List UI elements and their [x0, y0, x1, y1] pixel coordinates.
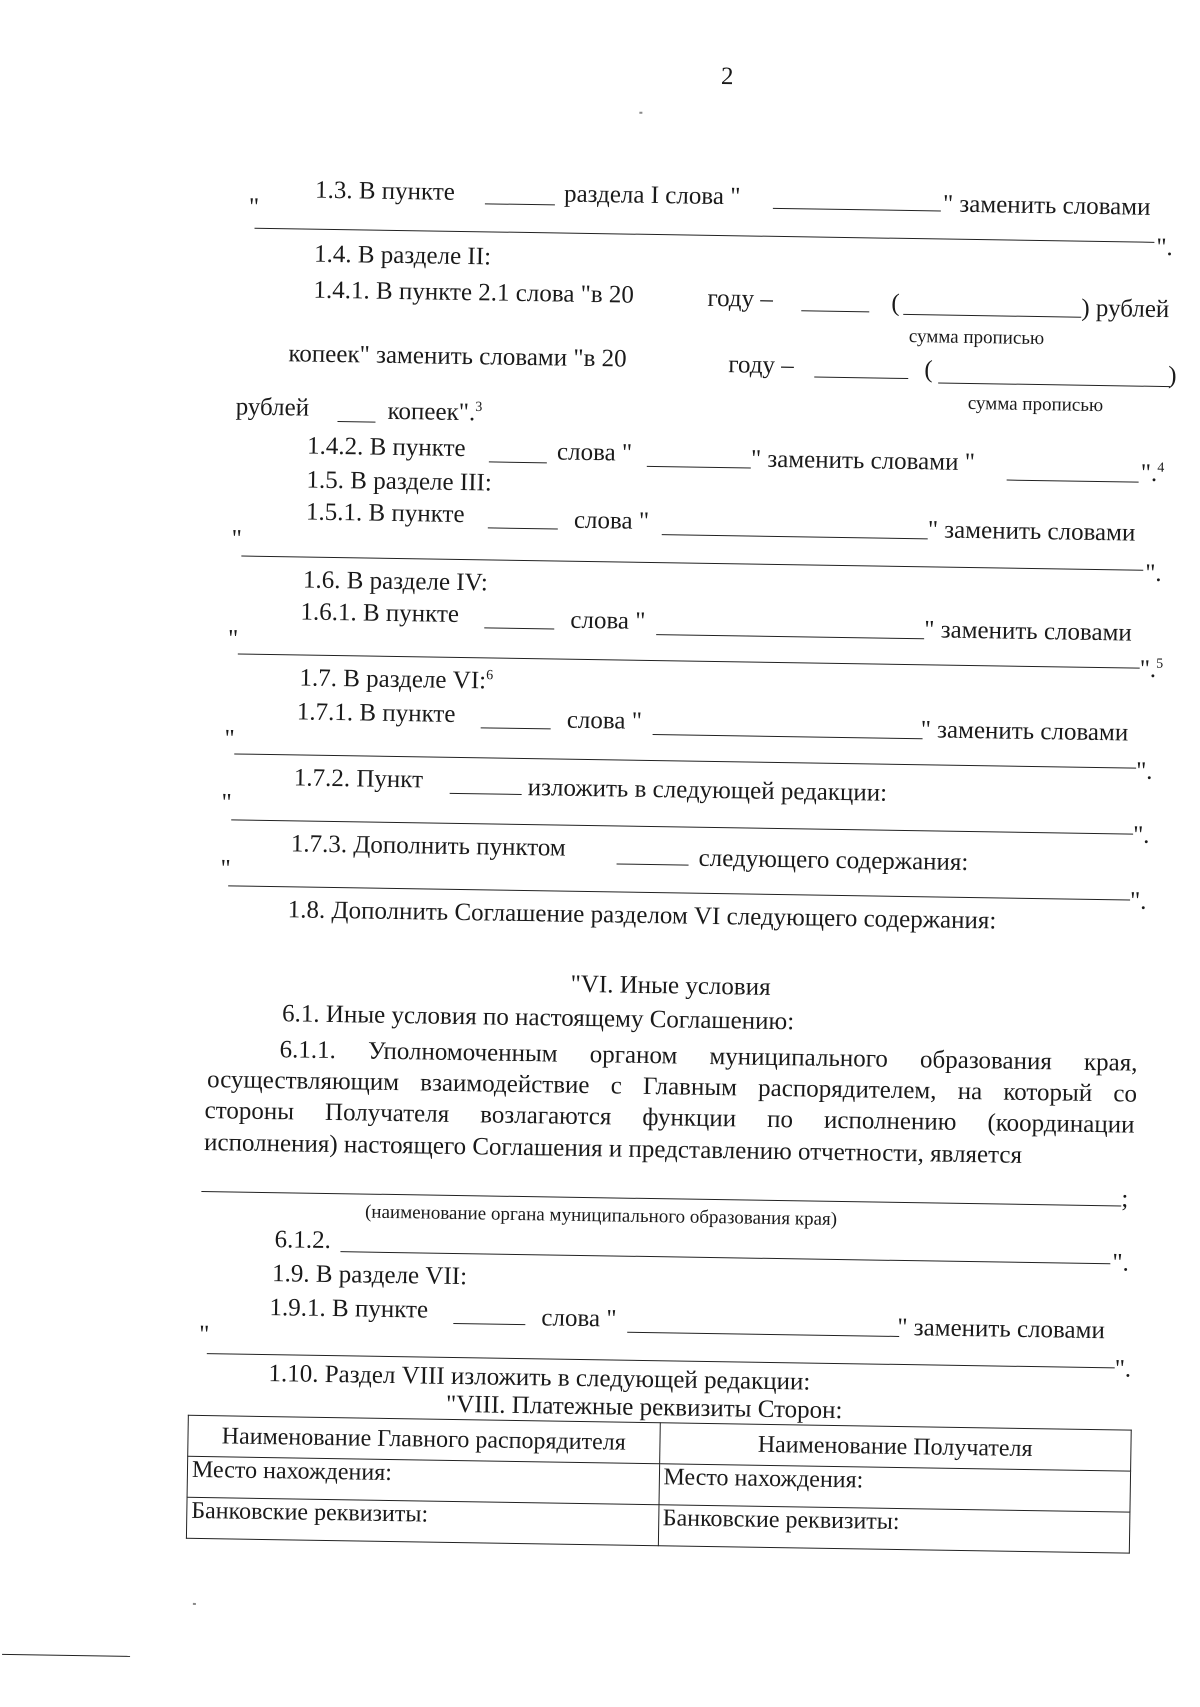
- item-6-1-1-hint: (наименование органа муниципального образования края): [364, 1201, 838, 1230]
- cell-location-manager: Место нахождения:: [187, 1456, 659, 1504]
- item-1-7-1-end: ".: [1135, 757, 1153, 785]
- section-vi-title: "VI. Иные условия: [570, 970, 771, 1001]
- footnote-separator: [2, 1654, 130, 1657]
- item-1-4-heading: 1.4. В разделе II:: [313, 240, 492, 271]
- item-1-4-2-text-c: " заменить словами ": [750, 445, 976, 477]
- item-1-4-1-text-e: копеек" заменить словами "в 20: [288, 340, 627, 373]
- item-1-5-1-blank-old: [662, 534, 928, 539]
- item-1-6-1-text-b: слова ": [570, 606, 646, 635]
- item-1-7-1-blank-point: [481, 727, 551, 729]
- item-1-3-text-b: раздела I слова ": [563, 180, 741, 211]
- item-1-4-2-blank-point: [489, 461, 547, 463]
- item-1-4-1-blank-amount-2: [814, 377, 908, 379]
- item-1-4-1-paren-close-2: ): [1168, 362, 1177, 390]
- item-1-9-1-text-c: " заменить словами: [897, 1313, 1106, 1345]
- item-1-7-1-blank-old: [653, 734, 923, 739]
- item-6-1-text: 6.1. Иные условия по настоящему Соглашению:: [281, 1000, 795, 1036]
- item-1-5-1-text-b: слова ": [573, 506, 650, 535]
- item-1-3-text-a: 1.3. В пункте: [314, 176, 456, 206]
- item-1-3-blank-new: [254, 228, 1154, 243]
- item-6-1-2-end: ".: [1112, 1249, 1130, 1277]
- item-1-7-2-blank-point: [450, 793, 522, 795]
- item-1-4-1-text-i: рублей: [235, 393, 310, 422]
- item-6-1-2-text: 6.1.2.: [274, 1226, 332, 1255]
- item-6-1-1-line-4: исполнения) настоящего Соглашения и представлению отчетности, является: [203, 1129, 1023, 1169]
- section-viii-title: "VIII. Платежные реквизиты Сторон:: [445, 1390, 843, 1425]
- item-1-9-1-blank-old: [627, 1332, 899, 1337]
- cell-location-recipient: Место нахождения:: [659, 1464, 1131, 1512]
- item-1-7-2-end: ".: [1132, 821, 1150, 849]
- item-6-1-1-line-2: осуществляющим взаимодействие с Главным распорядителем, на который со: [206, 1066, 1138, 1108]
- header-main-manager: Наименование Главного распорядителя: [188, 1415, 660, 1463]
- item-6-1-1-line-1: 6.1.1. Уполномоченным органом муниципального образования края,: [279, 1036, 1138, 1077]
- item-1-6-1-end: ".$^5$: [1139, 655, 1164, 683]
- item-1-4-2-end: ".$^4$: [1140, 459, 1165, 487]
- item-1-4-1-hint-1: сумма прописью: [908, 325, 1045, 350]
- item-1-6-1-text-a: 1.6.1. В пункте: [300, 598, 460, 628]
- item-1-7-2-text-b: изложить в следующей редакции:: [527, 774, 888, 807]
- item-1-4-1-text-a: 1.4.1. В пункте 2.1 слова "в 20: [313, 276, 635, 309]
- payment-details-table: [186, 1415, 1132, 1554]
- item-1-4-1-text-f: году –: [728, 351, 795, 380]
- page-number: 2: [720, 63, 734, 91]
- item-1-9-1-end: ".: [1114, 1355, 1132, 1383]
- item-1-6-heading: 1.6. В разделе IV:: [302, 566, 488, 597]
- item-1-5-heading: 1.5. В разделе III:: [306, 466, 493, 497]
- item-1-4-2-blank-new: [1007, 480, 1139, 483]
- item-1-4-1-blank-kopecks: [337, 421, 375, 423]
- item-1-6-1-blank-old: [656, 634, 924, 639]
- item-1-7-3-blank-point: [617, 863, 689, 865]
- item-1-6-1-open-quote: ": [227, 625, 239, 653]
- item-6-1-1-blank-organ: [201, 1191, 1121, 1206]
- item-1-5-1-open-quote: ": [231, 525, 243, 553]
- header-recipient: Наименование Получателя: [659, 1423, 1131, 1471]
- item-1-9-1-blank-point: [453, 1323, 525, 1325]
- item-1-4-1-blank-words: [903, 314, 1081, 318]
- item-1-8-text: 1.8. Дополнить Соглашение разделом VI следующего содержания:: [287, 896, 997, 935]
- item-1-5-1-text-a: 1.5.1. В пункте: [305, 498, 465, 529]
- item-1-4-1-text-b: году –: [707, 284, 774, 313]
- item-1-7-3-end: ".: [1129, 887, 1147, 915]
- item-1-3-text-c: " заменить словами: [942, 190, 1151, 221]
- item-1-7-1-open-quote: ": [224, 725, 235, 753]
- item-1-5-1-blank-point: [488, 527, 558, 529]
- item-1-6-1-blank-point: [484, 627, 554, 629]
- item-1-4-1-hint-2: сумма прописью: [967, 392, 1104, 417]
- item-1-5-1-end: ".: [1144, 559, 1162, 587]
- item-1-4-1-text-d: ) рублей: [1081, 294, 1170, 324]
- item-1-3-open-quote: ": [248, 193, 260, 221]
- item-1-4-2-text-a: 1.4.2. В пункте: [306, 432, 466, 463]
- item-1-5-1-text-c: " заменить словами: [927, 516, 1136, 547]
- cell-bank-recipient: Банковские реквизиты:: [658, 1505, 1130, 1553]
- item-1-7-3-text-b: следующего содержания:: [698, 844, 969, 876]
- item-1-7-2-open-quote: ": [221, 789, 232, 817]
- item-1-10-text: 1.10. Раздел VIII изложить в следующей редакции:: [268, 1360, 811, 1396]
- item-1-4-1-paren-open-2: (: [924, 356, 933, 384]
- cell-bank-manager: Банковские реквизиты:: [186, 1497, 658, 1545]
- item-1-6-1-text-c: " заменить словами: [924, 616, 1132, 647]
- item-1-4-1-text-j: копеек".$^3$: [387, 397, 483, 427]
- item-1-7-1-text-c: " заменить словами: [920, 716, 1129, 747]
- item-1-4-2-text-b: слова ": [556, 438, 633, 467]
- item-1-7-heading: 1.7. В разделе VI:$^6$: [299, 664, 494, 695]
- item-1-3-end: ".: [1156, 233, 1173, 262]
- item-1-9-1-open-quote: ": [198, 1320, 210, 1349]
- item-1-4-2-blank-old: [647, 466, 751, 469]
- item-1-9-heading: 1.9. В разделе VII:: [271, 1260, 468, 1291]
- item-1-3-blank-old: [773, 208, 941, 212]
- scan-speck: [639, 112, 642, 114]
- item-1-7-3-text-a: 1.7.3. Дополнить пунктом: [290, 830, 566, 862]
- item-1-4-1-blank-words-2: [938, 382, 1170, 387]
- item-1-9-1-text-b: слова ": [541, 1304, 617, 1333]
- scan-speck: [193, 1603, 196, 1605]
- item-6-1-1-semicolon: ;: [1121, 1185, 1129, 1213]
- item-6-1-1-line-3: стороны Получателя возлагаются функции по исполнению (координации: [204, 1097, 1135, 1139]
- item-1-7-1-text-a: 1.7.1. В пункте: [296, 698, 456, 728]
- item-1-9-1-text-a: 1.9.1. В пункте: [269, 1294, 429, 1324]
- item-1-7-3-open-quote: ": [220, 855, 231, 883]
- item-1-7-2-text-a: 1.7.2. Пункт: [293, 764, 424, 794]
- item-1-4-1-paren-open: (: [891, 289, 900, 317]
- item-1-7-1-text-b: слова ": [566, 706, 643, 735]
- item-1-4-1-blank-amount: [801, 310, 869, 312]
- item-1-3-blank-point: [485, 203, 555, 205]
